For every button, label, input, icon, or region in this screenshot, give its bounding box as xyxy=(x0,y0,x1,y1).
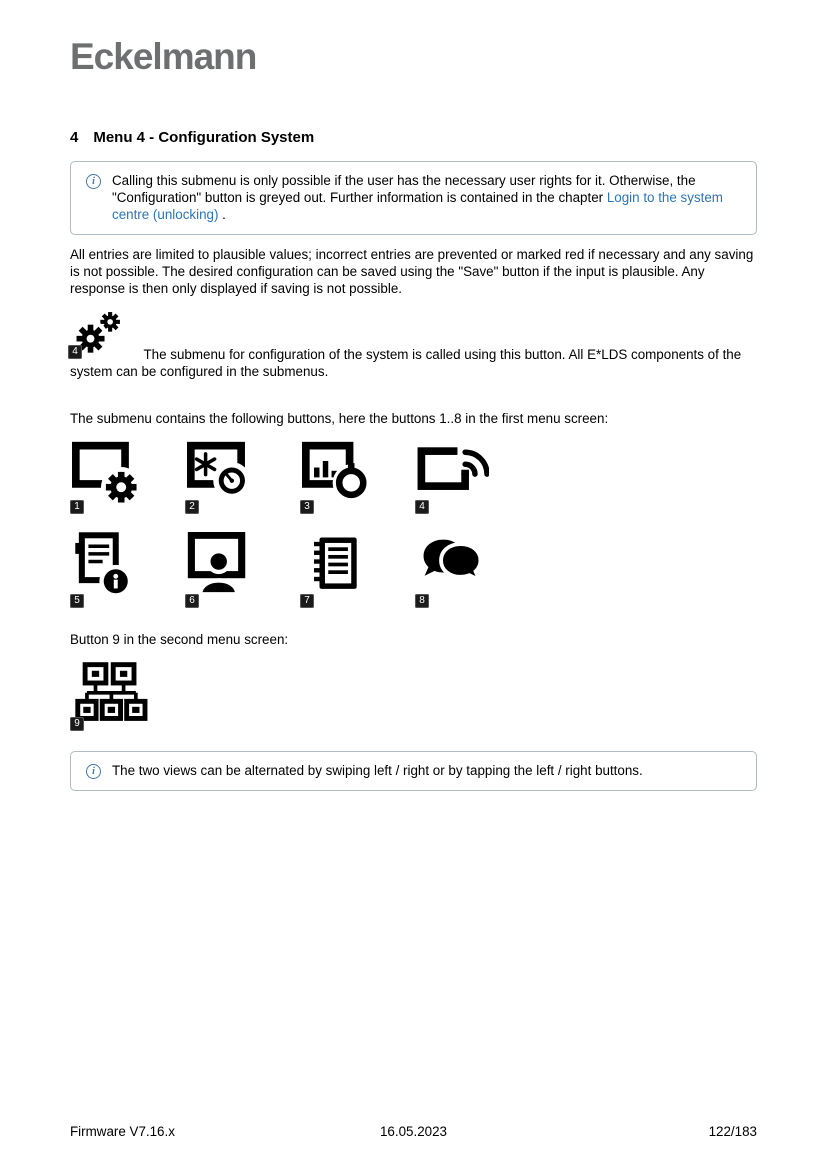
menu-button-4 xyxy=(415,438,495,516)
menu-button-2-number: 2 xyxy=(185,500,199,514)
menu-buttons-row-2 xyxy=(70,532,757,610)
section-heading xyxy=(70,129,757,146)
menu-buttons-row-1 xyxy=(70,438,757,516)
eckelmann-logo: Eckelmann xyxy=(70,36,257,77)
paragraph-plausible-values: All entries are limited to plausible values; incorrect entries are prevented or marked red if necessary and any saving is not possible. The desired configuration can be saved using the "Save" button if the input is plausible. Any response is then only displayed if saving is not possible. xyxy=(70,247,754,296)
note-bottom-text: The two views can be alternated by swiping left / right or by tapping the left / right buttons. xyxy=(112,762,643,778)
paragraph-button9-intro: Button 9 in the second menu screen: xyxy=(70,631,289,647)
notebook-icon xyxy=(300,532,374,602)
menu-button-1-number: 1 xyxy=(70,500,84,514)
info-glyph: i xyxy=(92,176,95,187)
wireless-display-icon xyxy=(415,438,489,508)
menu-button-8-number: 8 xyxy=(415,594,429,608)
menu-button-2 xyxy=(185,438,265,516)
menu-button-3-number: 3 xyxy=(300,500,314,514)
info-note-bottom xyxy=(70,751,757,791)
menu-button-5-number: 5 xyxy=(70,594,84,608)
login-system-centre-link[interactable]: Login to the system centre (unlocking) xyxy=(112,190,723,222)
paragraph-submenu-intro xyxy=(70,309,757,381)
menu-button-6-number: 6 xyxy=(185,594,199,608)
note-top-text-after-link: . xyxy=(222,207,226,222)
refrigeration-gauge-icon xyxy=(185,438,259,508)
page-footer xyxy=(70,1124,757,1139)
info-glyph: i xyxy=(92,765,95,777)
footer-date: 16.05.2023 xyxy=(379,1124,448,1139)
chart-gauge-icon xyxy=(300,438,374,508)
info-icon xyxy=(86,764,101,779)
footer-page-number: 122/183 xyxy=(708,1124,757,1139)
menu-button-9-number: 9 xyxy=(70,717,84,731)
menu-button-3 xyxy=(300,438,380,516)
section-number: 4 xyxy=(70,129,79,146)
menu-button-8 xyxy=(415,532,495,610)
display-settings-icon xyxy=(70,438,144,508)
menu-button-6 xyxy=(185,532,265,610)
menu-button-1 xyxy=(70,438,150,516)
menu-button-9 xyxy=(70,661,162,731)
menu-button-9-row xyxy=(70,661,757,731)
menu-button-4-number: 4 xyxy=(415,500,429,514)
document-info-icon xyxy=(70,532,144,602)
paragraph-buttons-intro: The submenu contains the following buttons, here the buttons 1..8 in the first menu screen: xyxy=(70,410,609,426)
user-display-icon xyxy=(185,532,259,602)
menu-button-7 xyxy=(300,532,380,610)
note-top-text xyxy=(112,172,744,223)
menu-button-5 xyxy=(70,532,150,610)
chat-bubbles-icon xyxy=(415,532,489,602)
footer-firmware-version: Firmware V7.16.x xyxy=(70,1124,175,1139)
info-icon xyxy=(86,174,101,189)
info-note-top xyxy=(70,161,757,235)
menu-button-7-number: 7 xyxy=(300,594,314,608)
configuration-gears-icon xyxy=(70,309,128,359)
section-title: Menu 4 - Configuration System xyxy=(93,129,315,146)
note-top-text-before-link: Calling this submenu is only possible if the user has the necessary user rights for it. Otherwise, the "Configuration" button is greyed out. Further information is contained in the chapter xyxy=(112,173,696,205)
submenu-intro-text: The submenu for configuration of the system is called using this button. All E*LDS components of the system can be configured in the submenus. xyxy=(70,347,742,380)
configuration-icon-number: 4 xyxy=(68,345,82,359)
